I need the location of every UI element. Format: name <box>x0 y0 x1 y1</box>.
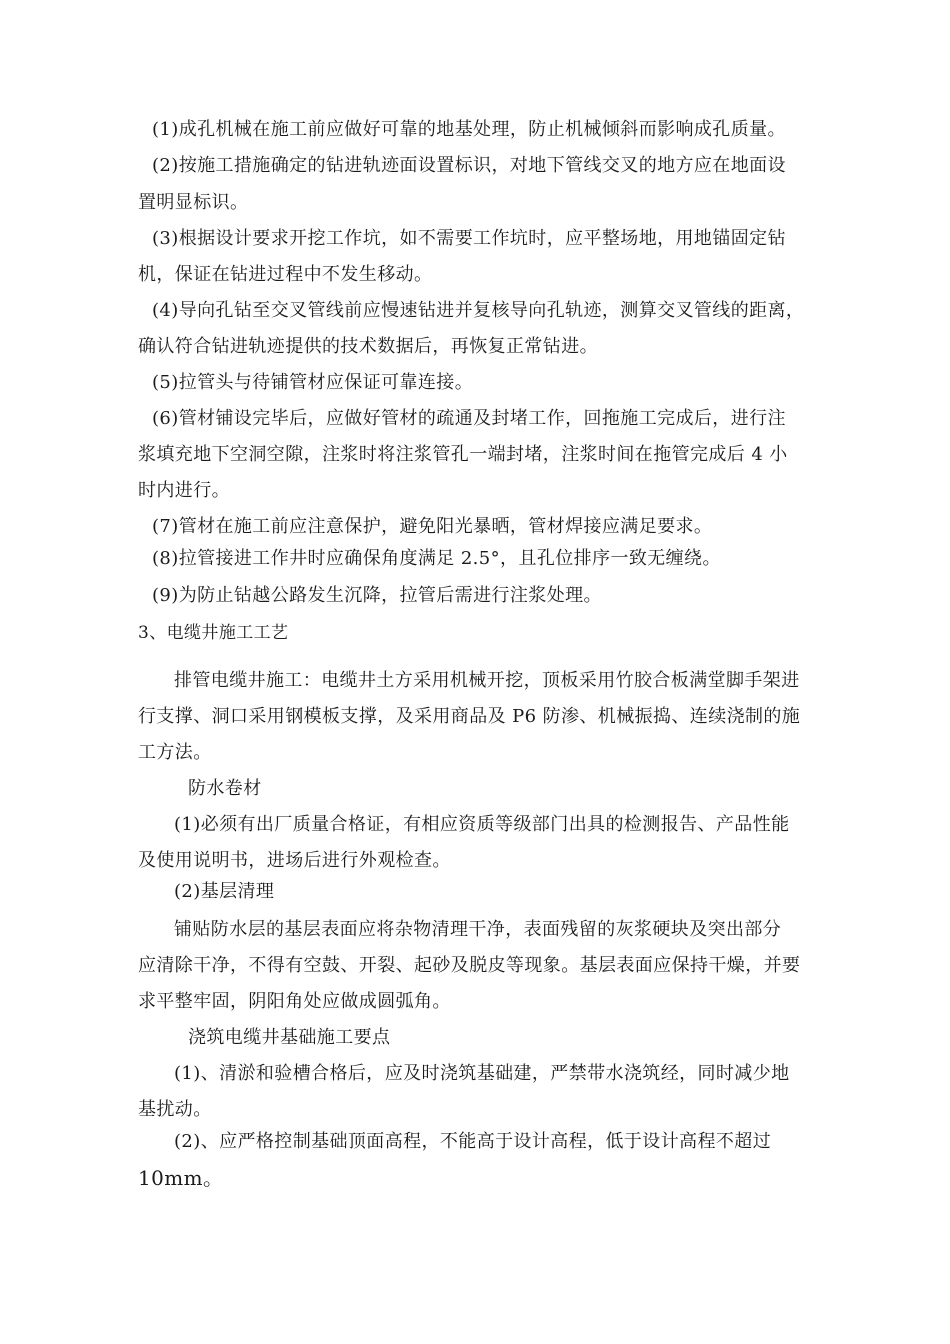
subheading-waterproof-membrane: 防水卷材 <box>188 778 262 799</box>
point-2-line-1: (2)、应严格控制基础顶面高程，不能高于设计高程，低于设计高程不超过 <box>174 1131 772 1152</box>
item-1-line-2: 及使用说明书，进场后进行外观检查。 <box>138 850 451 871</box>
step-6-line-1: (6)管材铺设完毕后，应做好管材的疏通及封堵工作，回拖施工完成后，进行注 <box>152 408 786 429</box>
step-7: (7)管材在施工前应注意保护，避免阳光暴晒，管材焊接应满足要求。 <box>152 516 713 537</box>
step-4-line-1: (4)导向孔钻至交叉管线前应慢速钻进并复核导向孔轨迹，测算交叉管线的距离， <box>152 300 805 321</box>
section-3-heading: 3、电缆井施工工艺 <box>138 623 289 643</box>
step-6-line-2: 浆填充地下空洞空隙，注浆时将注浆管孔一端封堵，注浆时间在拖管完成后 4 小 <box>138 444 788 465</box>
paragraph-line-3: 求平整牢固，阴阳角处应做成圆弧角。 <box>138 991 451 1012</box>
step-5: (5)拉管头与待铺管材应保证可靠连接。 <box>152 372 474 393</box>
step-3-line-2: 机，保证在钻进过程中不发生移动。 <box>138 264 433 285</box>
step-6-line-3: 时内进行。 <box>138 480 230 501</box>
step-8: (8)拉管接进工作井时应确保角度满足 2.5°，且孔位排序一致无缠绕。 <box>152 548 721 569</box>
step-2-line-2: 置明显标识。 <box>138 192 249 213</box>
step-4-line-2: 确认符合钻进轨迹提供的技术数据后，再恢复正常钻进。 <box>138 336 598 357</box>
step-3-line-1: (3)根据设计要求开挖工作坑，如不需要工作坑时，应平整场地，用地锚固定钻 <box>152 228 786 249</box>
point-1-line-1: (1)、清淤和验槽合格后，应及时浇筑基础建，严禁带水浇筑经，同时减少地 <box>174 1063 790 1084</box>
step-2-line-1: (2)按施工措施确定的钻进轨迹面设置标识，对地下管线交叉的地方应在地面设 <box>152 155 786 176</box>
intro-line-3: 工方法。 <box>138 742 212 763</box>
subheading-foundation-points: 浇筑电缆井基础施工要点 <box>188 1027 391 1048</box>
step-1: (1)成孔机械在施工前应做好可靠的地基处理，防止机械倾斜而影响成孔质量。 <box>152 119 786 140</box>
paragraph-line-1: 铺贴防水层的基层表面应将杂物清理干净，表面残留的灰浆硬块及突出部分 <box>174 919 782 940</box>
point-1-line-2: 基扰动。 <box>138 1099 212 1120</box>
item-2: (2)基层清理 <box>174 881 275 902</box>
point-2-line-2: 10mm。 <box>138 1166 224 1190</box>
intro-line-2: 行支撑、洞口采用钢模板支撑，及采用商品及 P6 防渗、机械振捣、连续浇制的施 <box>138 706 801 727</box>
paragraph-line-2: 应清除干净，不得有空鼓、开裂、起砂及脱皮等现象。基层表面应保持干燥，并要 <box>138 955 801 976</box>
step-9: (9)为防止钻越公路发生沉降，拉管后需进行注浆处理。 <box>152 585 602 606</box>
item-1-line-1: (1)必须有出厂质量合格证，有相应资质等级部门出具的检测报告、产品性能 <box>174 814 790 835</box>
intro-line-1: 排管电缆井施工：电缆井土方采用机械开挖，顶板采用竹胶合板满堂脚手架进 <box>174 670 800 691</box>
